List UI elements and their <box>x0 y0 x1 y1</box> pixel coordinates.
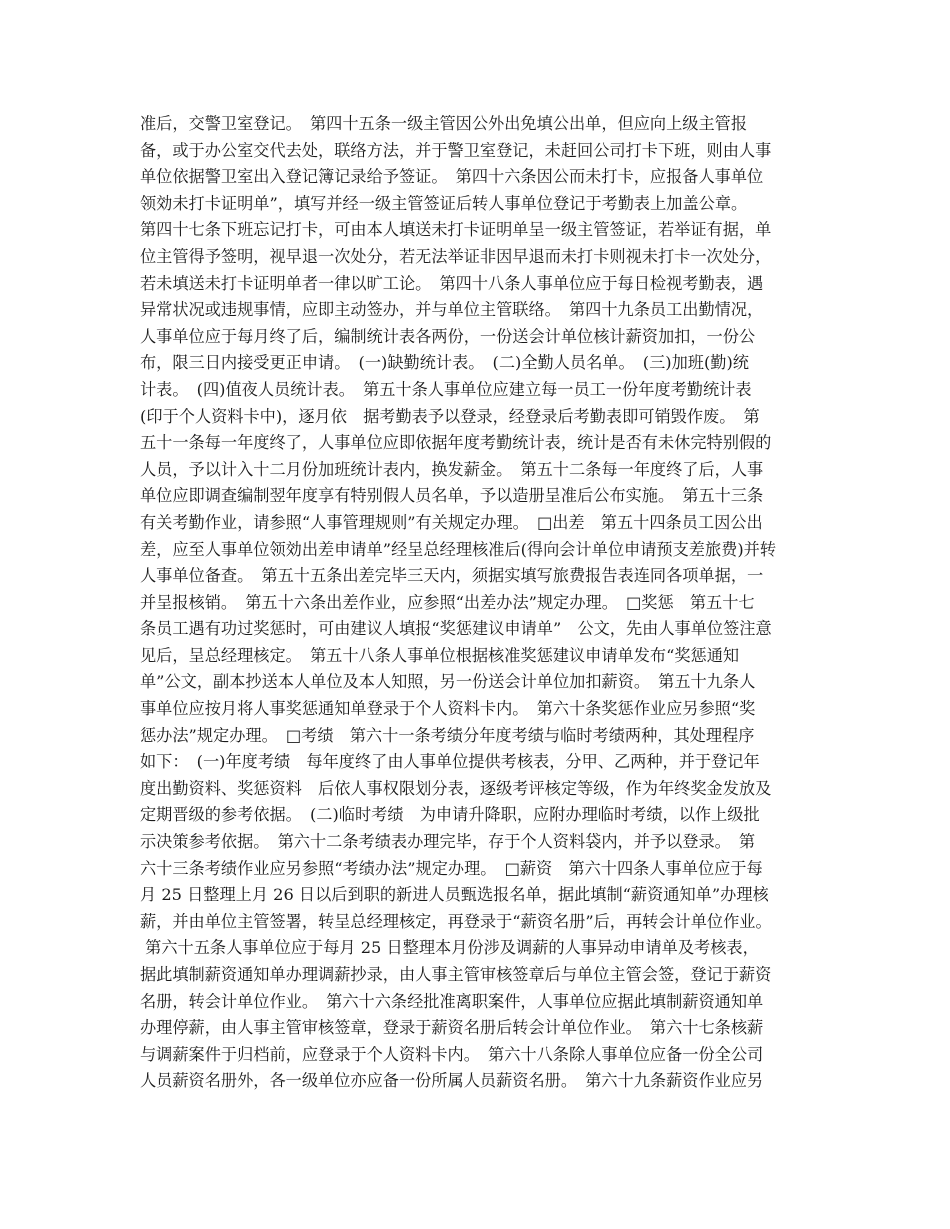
text-line: 人事单位备查。 第五十五条出差完毕三天内，须据实填写旅费报告表连同各项单据，一 <box>140 566 764 586</box>
text-line: 见后，呈总经理核定。 第五十八条人事单位根据核准奖惩建议申请单发布“奖惩通知 <box>140 645 740 665</box>
text-line: 计表。 (四)值夜人员统计表。 第五十条人事单位应建立每一员工一份年度考勤统计表 <box>140 379 752 399</box>
text-line: 人员薪资名册外，各一级单位亦应备一份所属人员薪资名册。 第六十九条薪资作业应另 <box>140 1071 764 1091</box>
text-line: 位主管得予签明，视早退一次处分，若无法举证非因早退而未打卡则视未打卡一次处分， <box>140 246 772 266</box>
text-line: 准后，交警卫室登记。 第四十五条一级主管因公外出免填公出单，但应向上级主管报 <box>140 114 748 133</box>
text-line: 单位依据警卫室出入登记簿记录给予签证。 第四十六条因公而未打卡，应报备人事单位 <box>140 167 764 187</box>
text-line: 人事单位应于每月终了后，编制统计表各两份，一份送会计单位核计薪资加扣，一份公 <box>140 326 756 346</box>
text-line: 办理停薪，由人事主管审核签章，登录于薪资名册后转会计单位作业。 第六十七条核薪 <box>140 1018 764 1038</box>
text-line: 人员，予以计入十二月份加班统计表内，换发薪金。 第五十二条每一年度终了后，人事 <box>140 459 764 479</box>
text-line: 并呈报核销。 第五十六条出差作业，应参照“出差办法”规定办理。 □奖惩 第五十七 <box>140 592 755 612</box>
text-line: (印于个人资料卡中)，逐月依 据考勤表予以登录，经登录后考勤表即可销毁作废。 第 <box>140 406 760 426</box>
text-line: 如下： (一)年度考绩 每年度终了由人事单位提供考核表，分甲、乙两种，并于登记年 <box>140 752 760 772</box>
text-line: 若未填送未打卡证明单者一律以旷工论。 第四十八条人事单位应于每日检视考勤表，遇 <box>140 273 764 293</box>
text-line: 第六十五条人事单位应于每月 25 日整理本月份涉及调薪的人事异动申请单及考核表， <box>140 938 759 958</box>
text-line: 六十三条考绩作业应另参照“考绩办法”规定办理。 □薪资 第六十四条人事单位应于每 <box>140 858 763 878</box>
text-line: 定期晋级的参考依据。 (二)临时考绩 为申请升降职，应附办理临时考绩，以作上级批 <box>140 805 760 825</box>
text-line: 条员工遇有功过奖惩时，可由建议人填报“奖惩建议申请单” 公文，先由人事单位签注意 <box>140 619 772 639</box>
text-line: 单位应即调查编制翌年度享有特别假人员名单，予以造册呈准后公布实施。 第五十三条 <box>140 486 764 506</box>
text-line: 月 25 日整理上月 26 日以后到职的新进人员甄选报名单，据此填制“薪资通知单”办理核 <box>140 885 769 905</box>
text-line: 有关考勤作业，请参照“人事管理规则”有关规定办理。 □出差 第五十四条员工因公出 <box>140 512 763 532</box>
text-line: 薪，并由单位主管签署，转呈总经理核定，再登录于“薪资名册”后，再转会计单位作业。 <box>140 911 772 931</box>
text-line: 布，限三日内接受更正申请。 (一)缺勤统计表。 (二)全勤人员名单。 (三)加班(勤)统 <box>140 353 749 373</box>
text-line: 单”公文，副本抄送本人单位及本人知照，另一份送会计单位加扣薪资。 第五十九条人 <box>140 672 756 692</box>
text-line: 示决策参考依据。 第六十二条考绩表办理完毕，存于个人资料袋内，并予以登录。 第 <box>140 832 756 852</box>
body-text <box>140 111 820 1095</box>
text-line: 差，应至人事单位领効出差申请单”经呈总经理核准后(得向会计单位申请预支差旅费)并转 <box>140 539 777 559</box>
text-line: 与调薪案件于归档前，应登录于个人资料卡内。 第六十八条除人事单位应备一份全公司 <box>140 1044 764 1064</box>
text-line: 惩办法”规定办理。 □考绩 第六十一条考绩分年度考绩与临时考绩两种，其处理程序 <box>140 725 755 745</box>
text-line: 据此填制薪资通知单办理调薪抄录，由人事主管审核签章后与单位主管会签，登记于薪资 <box>140 965 772 984</box>
text-line: 备，或于办公室交代去处，联络方法，并于警卫室登记，未赶回公司打卡下班，则由人事 <box>140 140 772 160</box>
text-line: 五十一条每一年度终了，人事单位应即依据年度考勤统计表，统计是否有未休完特别假的 <box>140 433 772 453</box>
text-line: 度出勤资料、奖惩资料 后依人事权限划分表，逐级考评核定等级，作为年终奖金发放及 <box>140 778 772 798</box>
text-line: 异常状况或违规事情，应即主动签办，并与单位主管联络。 第四十九条员工出勤情况， <box>140 300 764 320</box>
text-line: 事单位应按月将人事奖惩通知单登录于个人资料卡内。 第六十条奖惩作业应另参照“奖 <box>140 699 756 719</box>
text-line: 名册，转会计单位作业。 第六十六条经批准离职案件，人事单位应据此填制薪资通知单 <box>140 991 764 1011</box>
text-line: 领効未打卡证明单”，填写并经一级主管签证后转人事单位登记于考勤表上加盖公章。 <box>140 193 748 213</box>
text-line: 第四十七条下班忘记打卡，可由本人填送未打卡证明单呈一级主管签证，若举证有据，单 <box>140 220 772 240</box>
